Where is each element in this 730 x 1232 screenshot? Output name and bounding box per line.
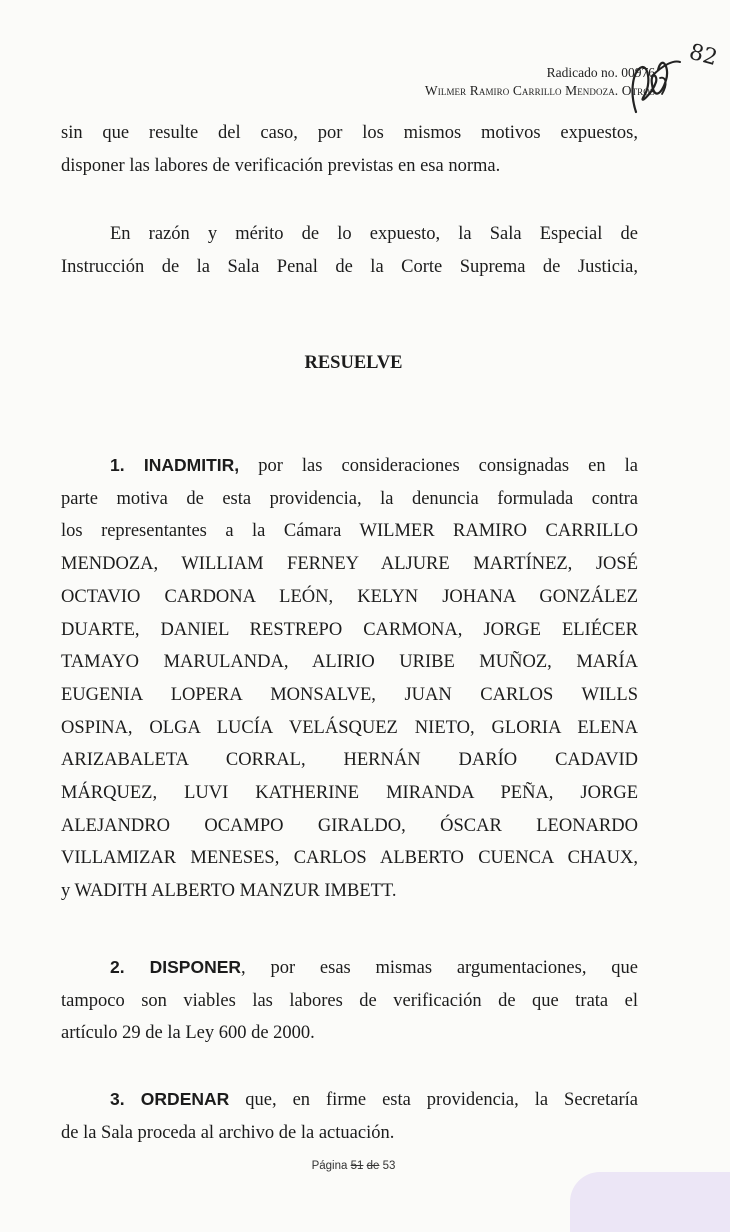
item-label: 2. DISPONER: [110, 957, 242, 977]
text-line: DUARTE, DANIEL RESTREPO CARMONA, JORGE ELIÉCER: [61, 619, 638, 640]
intro-paragraph-1: [61, 117, 638, 182]
text-line: artículo 29 de la Ley 600 de 2000.: [61, 1023, 315, 1044]
text-line: parte motiva de esta providencia, la denuncia formulada contra: [61, 488, 638, 509]
text-line: EUGENIA LOPERA MONSALVE, JUAN CARLOS WILLS: [61, 684, 638, 705]
resolution-item-1: [61, 449, 638, 908]
text-line: VILLAMIZAR MENESES, CARLOS ALBERTO CUENCA CHAUX,: [61, 848, 638, 869]
text-line: ARIZABALETA CORRAL, HERNÁN DARÍO CADAVID: [61, 750, 638, 771]
text-line: y WADITH ALBERTO MANZUR IMBETT.: [61, 881, 397, 902]
text-line: OSPINA, OLGA LUCÍA VELÁSQUEZ NIETO, GLORIA ELENA: [61, 717, 638, 738]
text-line: En razón y mérito de lo expuesto, la Sala Especial de: [110, 224, 638, 244]
handwritten-folio-mark: [622, 24, 720, 124]
text-line: OCTAVIO CARDONA LEÓN, KELYN JOHANA GONZÁLEZ: [61, 586, 638, 607]
text-line: 1. INADMITIR, por las consideraciones consignadas en la: [110, 455, 639, 476]
text-line: ALEJANDRO OCAMPO GIRALDO, ÓSCAR LEONARDO: [61, 815, 638, 836]
resolution-item-2: [61, 951, 638, 1050]
resolution-item-3: [61, 1083, 638, 1149]
resolution-title: RESUELVE: [304, 353, 403, 373]
text-line: Instrucción de la Sala Penal de la Corte Suprema de Justicia,: [61, 256, 638, 277]
text-line: 2. DISPONER, por esas mismas argumentaciones, que: [110, 957, 638, 978]
text-line: sin que resulte del caso, por los mismos motivos expuestos,: [61, 123, 638, 143]
text-line: los representantes a la Cámara WILMER RAMIRO CARRILLO: [61, 521, 638, 542]
item-label: 3. ORDENAR: [110, 1089, 230, 1109]
text-line: MÁRQUEZ, LUVI KATHERINE MIRANDA PEÑA, JORGE: [61, 783, 638, 804]
page-number: Página 51 de 53: [311, 1160, 396, 1172]
text-line: tampoco son viables las labores de verificación de que trata el: [61, 990, 638, 1011]
case-parties: Wilmer Ramiro Carrillo Mendoza. Otros: [424, 83, 655, 98]
text-line: TAMAYO MARULANDA, ALIRIO URIBE MUÑOZ, MARÍA: [61, 652, 638, 673]
text-line: 3. ORDENAR que, en firme esta providencia, la Secretaría: [110, 1089, 638, 1110]
corner-overlay: [570, 1172, 730, 1232]
intro-paragraph-2: [61, 218, 638, 283]
text-line: disponer las labores de verificación previstas en esa norma.: [61, 155, 501, 176]
radicado-number: Radicado no. 00976: [546, 65, 655, 80]
text-line: de la Sala proceda al archivo de la actuación.: [61, 1122, 395, 1143]
text-line: MENDOZA, WILLIAM FERNEY ALJURE MARTÍNEZ, JOSÉ: [61, 554, 638, 575]
handwritten-folio-number: 82: [686, 39, 720, 72]
item-label: 1. INADMITIR,: [110, 455, 240, 475]
